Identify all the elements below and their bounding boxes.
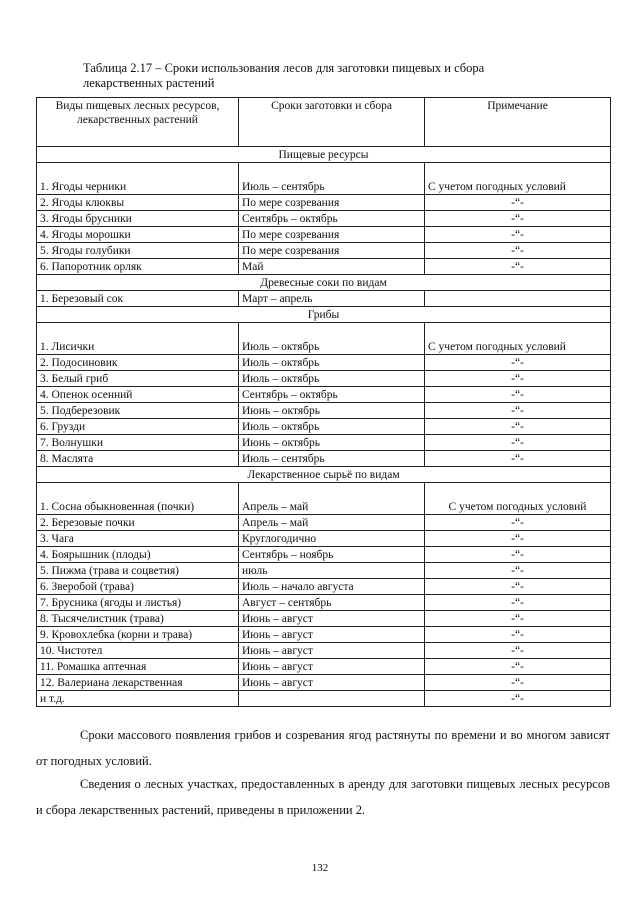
cell-note: -“- bbox=[425, 211, 611, 227]
cell-note: -“- bbox=[425, 627, 611, 643]
cell-period: Июнь – август bbox=[239, 611, 425, 627]
cell-species: 4. Опенок осенний bbox=[37, 387, 239, 403]
cell-period: Сентябрь – октябрь bbox=[239, 211, 425, 227]
cell-period: Июнь – август bbox=[239, 675, 425, 691]
cell-note: -“- bbox=[425, 531, 611, 547]
section-row bbox=[37, 307, 611, 323]
table-row bbox=[37, 195, 611, 211]
cell-species: 5. Ягоды голубики bbox=[37, 243, 239, 259]
cell-note: -“- bbox=[425, 355, 611, 371]
table-row bbox=[37, 403, 611, 419]
table-row bbox=[37, 211, 611, 227]
cell-species: 1. Ягоды черники bbox=[37, 163, 239, 195]
cell-period: Круглогодично bbox=[239, 531, 425, 547]
cell-species: 1. Березовый сок bbox=[37, 291, 239, 307]
table-row bbox=[37, 691, 611, 707]
cell-period: Июнь – октябрь bbox=[239, 403, 425, 419]
cell-period: Июль – октябрь bbox=[239, 371, 425, 387]
cell-species: 11. Ромашка аптечная bbox=[37, 659, 239, 675]
cell-note: -“- bbox=[425, 243, 611, 259]
table-row bbox=[37, 355, 611, 371]
cell-note: -“- bbox=[425, 403, 611, 419]
table-row bbox=[37, 563, 611, 579]
table-row bbox=[37, 419, 611, 435]
cell-species: 5. Пижма (трава и соцветия) bbox=[37, 563, 239, 579]
cell-period: Июнь – август bbox=[239, 659, 425, 675]
cell-period: Апрель – май bbox=[239, 483, 425, 515]
paragraph-mushrooms-berries: Сроки массового появления грибов и созревания ягод растянуты по времени и во многом зависят от погодных условий. bbox=[36, 728, 610, 768]
harvest-periods-table bbox=[36, 97, 611, 707]
cell-period: Август – сентябрь bbox=[239, 595, 425, 611]
table-row bbox=[37, 451, 611, 467]
cell-note: -“- bbox=[425, 563, 611, 579]
header-period: Сроки заготовки и сбора bbox=[239, 98, 425, 147]
table-row bbox=[37, 659, 611, 675]
cell-note: -“- bbox=[425, 227, 611, 243]
cell-period: По мере созревания bbox=[239, 227, 425, 243]
cell-note: -“- bbox=[425, 595, 611, 611]
cell-period: Июль – октябрь bbox=[239, 355, 425, 371]
cell-species: 8. Тысячелистник (трава) bbox=[37, 611, 239, 627]
cell-species: 6. Папоротник орляк bbox=[37, 259, 239, 275]
cell-species: 3. Чага bbox=[37, 531, 239, 547]
table-row bbox=[37, 371, 611, 387]
cell-note bbox=[425, 291, 611, 307]
cell-note: -“- bbox=[425, 195, 611, 211]
section-title: Пищевые ресурсы bbox=[37, 147, 611, 163]
section-row bbox=[37, 467, 611, 483]
cell-species: 1. Сосна обыкновенная (почки) bbox=[37, 483, 239, 515]
cell-species: 10. Чистотел bbox=[37, 643, 239, 659]
header-species: Виды пищевых лесных ресурсов, лекарственных растений bbox=[37, 98, 239, 147]
cell-note: -“- bbox=[425, 419, 611, 435]
table-row bbox=[37, 547, 611, 563]
cell-note: -“- bbox=[425, 451, 611, 467]
cell-note: -“- bbox=[425, 611, 611, 627]
header-note: Примечание bbox=[425, 98, 611, 147]
paragraph-lease-info: Сведения о лесных участках, предоставленных в аренду для заготовки пищевых лесных ресурсов и сбора лекарственных растений, приведены в приложении 2. bbox=[36, 777, 610, 817]
cell-period: Июль – октябрь bbox=[239, 323, 425, 355]
cell-species: 4. Боярышник (плоды) bbox=[37, 547, 239, 563]
table-row bbox=[37, 163, 611, 195]
table-row bbox=[37, 579, 611, 595]
table-row bbox=[37, 531, 611, 547]
table-row bbox=[37, 387, 611, 403]
cell-species: 1. Лисички bbox=[37, 323, 239, 355]
cell-note: -“- bbox=[425, 259, 611, 275]
cell-species: 6. Грузди bbox=[37, 419, 239, 435]
cell-period: Июнь – август bbox=[239, 643, 425, 659]
cell-note: -“- bbox=[425, 371, 611, 387]
table-row bbox=[37, 323, 611, 355]
cell-period: Июль – октябрь bbox=[239, 419, 425, 435]
cell-note: -“- bbox=[425, 435, 611, 451]
cell-note: -“- bbox=[425, 387, 611, 403]
cell-species: 3. Ягоды брусники bbox=[37, 211, 239, 227]
cell-period: По мере созревания bbox=[239, 195, 425, 211]
cell-note: С учетом погодных условий bbox=[425, 323, 611, 355]
table-row bbox=[37, 595, 611, 611]
cell-period: июль bbox=[239, 563, 425, 579]
cell-species: 4. Ягоды морошки bbox=[37, 227, 239, 243]
cell-species: 2. Березовые почки bbox=[37, 515, 239, 531]
cell-species: 2. Ягоды клюквы bbox=[37, 195, 239, 211]
cell-note: -“- bbox=[425, 579, 611, 595]
table-row bbox=[37, 643, 611, 659]
cell-period: Июль – сентябрь bbox=[239, 451, 425, 467]
section-title: Древесные соки по видам bbox=[37, 275, 611, 291]
cell-species: 5. Подберезовик bbox=[37, 403, 239, 419]
table-row bbox=[37, 483, 611, 515]
cell-note: -“- bbox=[425, 675, 611, 691]
cell-note: -“- bbox=[425, 691, 611, 707]
cell-species: 7. Брусника (ягоды и листья) bbox=[37, 595, 239, 611]
cell-species: и т.д. bbox=[37, 691, 239, 707]
cell-species: 6. Зверобой (трава) bbox=[37, 579, 239, 595]
cell-period: По мере созревания bbox=[239, 243, 425, 259]
section-title: Лекарственное сырьё по видам bbox=[37, 467, 611, 483]
cell-note: С учетом погодных условий bbox=[425, 163, 611, 195]
table-row bbox=[37, 675, 611, 691]
cell-species: 8. Маслята bbox=[37, 451, 239, 467]
cell-period bbox=[239, 691, 425, 707]
cell-note: -“- bbox=[425, 547, 611, 563]
section-row bbox=[37, 147, 611, 163]
cell-species: 9. Кровохлебка (корни и трава) bbox=[37, 627, 239, 643]
table-row bbox=[37, 435, 611, 451]
table-row bbox=[37, 515, 611, 531]
cell-period: Июнь – август bbox=[239, 627, 425, 643]
page-number: 132 bbox=[311, 862, 329, 874]
cell-period: Сентябрь – октябрь bbox=[239, 387, 425, 403]
cell-period: Апрель – май bbox=[239, 515, 425, 531]
cell-species: 7. Волнушки bbox=[37, 435, 239, 451]
cell-note: -“- bbox=[425, 515, 611, 531]
table-header-row bbox=[37, 98, 611, 147]
cell-species: 12. Валериана лекарственная bbox=[37, 675, 239, 691]
cell-period: Сентябрь – ноябрь bbox=[239, 547, 425, 563]
table-row bbox=[37, 259, 611, 275]
section-row bbox=[37, 275, 611, 291]
cell-note: С учетом погодных условий bbox=[425, 483, 611, 515]
table-row bbox=[37, 227, 611, 243]
section-title: Грибы bbox=[37, 307, 611, 323]
cell-note: -“- bbox=[425, 659, 611, 675]
cell-period: Июль – сентябрь bbox=[239, 163, 425, 195]
cell-period: Июль – начало августа bbox=[239, 579, 425, 595]
table-row bbox=[37, 611, 611, 627]
cell-period: Март – апрель bbox=[239, 291, 425, 307]
cell-species: 2. Подосиновик bbox=[37, 355, 239, 371]
table-row bbox=[37, 243, 611, 259]
table-row bbox=[37, 291, 611, 307]
cell-species: 3. Белый гриб bbox=[37, 371, 239, 387]
cell-period: Июнь – октябрь bbox=[239, 435, 425, 451]
cell-period: Май bbox=[239, 259, 425, 275]
table-caption: Таблица 2.17 – Сроки использования лесов для заготовки пищевых и сбора лекарственных растений bbox=[83, 61, 485, 90]
table-row bbox=[37, 627, 611, 643]
cell-note: -“- bbox=[425, 643, 611, 659]
